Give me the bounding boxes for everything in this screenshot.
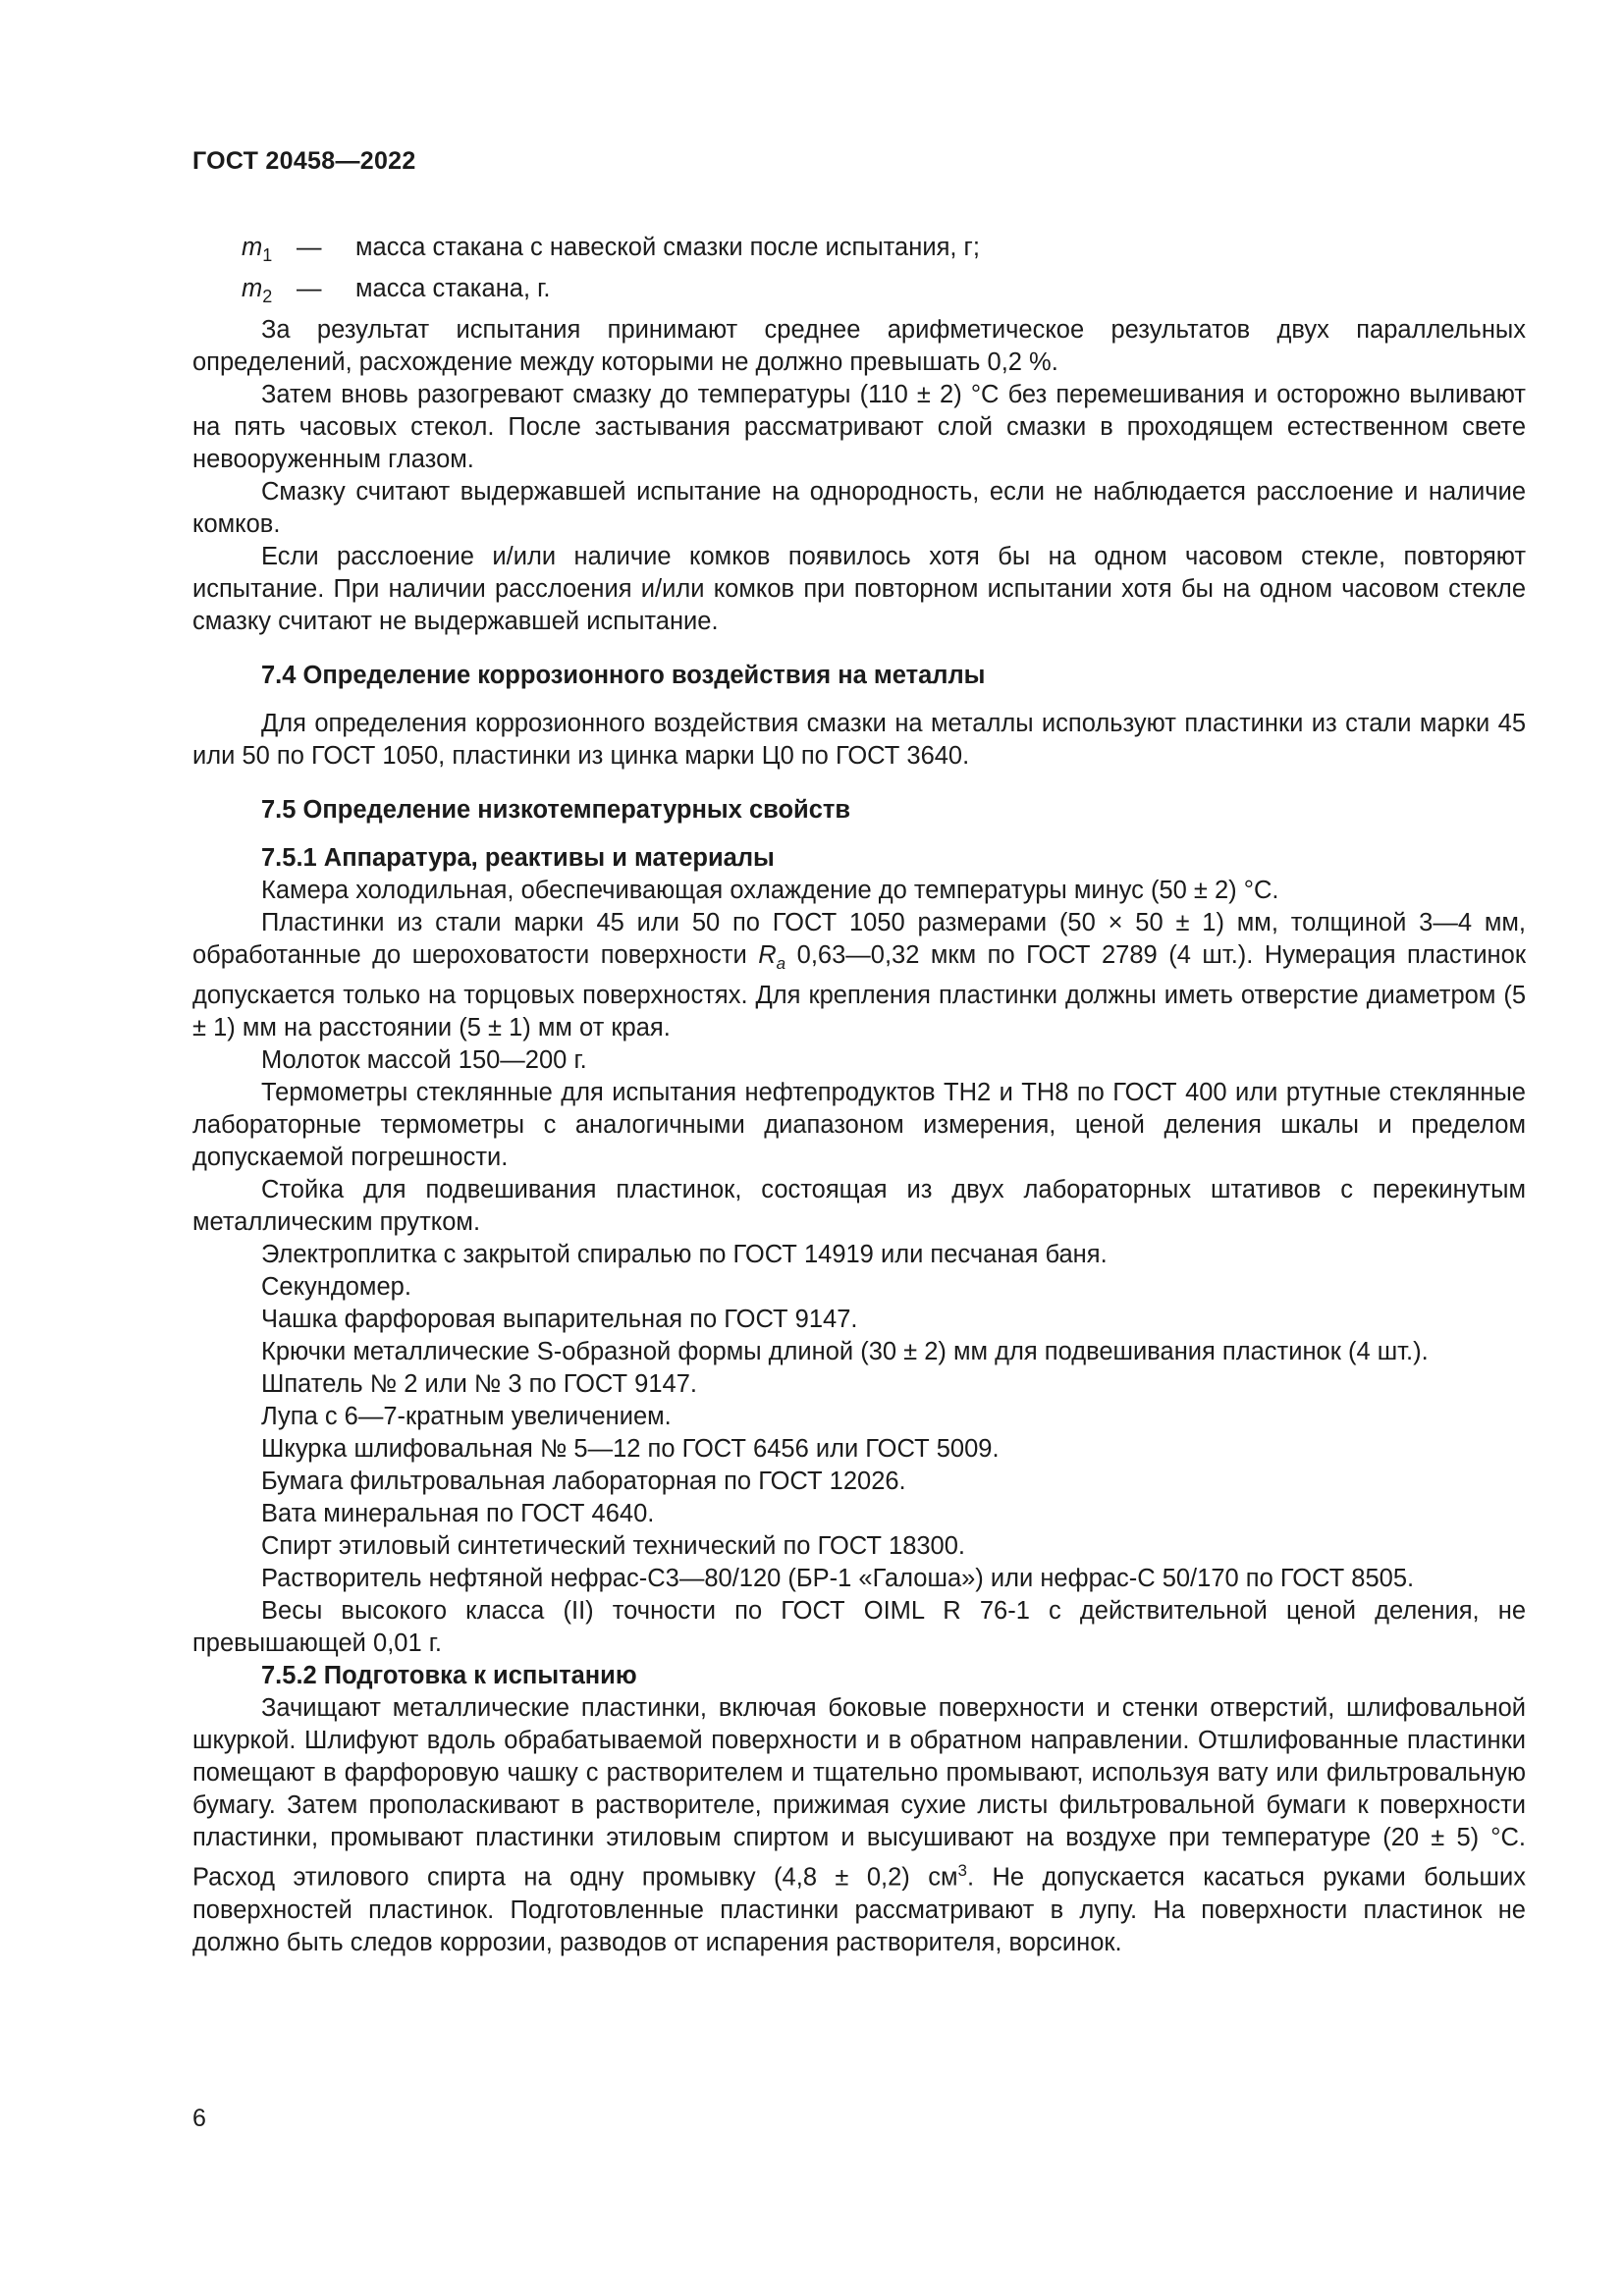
list-item: Растворитель нефтяной нефрас-С3—80/120 (БР-1 «Галоша») или нефрас-С 50/170 по ГОСТ 8505.	[261, 1565, 1415, 1593]
document-header: ГОСТ 20458—2022	[192, 147, 416, 175]
legend-text: масса стакана с навеской смазки после испытания, г;	[355, 234, 980, 261]
paragraph: Пластинки из стали марки 45 или 50 по ГОСТ 1050 размерами (50 × 50 ± 1) мм, толщиной 3—4 мм, обработанные до шероховатости поверхности $R_a$ 0,63—0,32 мкм по ГОСТ 2789 (4 шт.). Нумерация пластинок допускается только на торцовых поверхностях. Для крепления пластинки должны иметь отверстие диаметром (5 ± 1) мм на расстоянии (5 ± 1) мм от края.	[192, 909, 1526, 1042]
paragraph: Камера холодильная, обеспечивающая охлаждение до температуры минус (50 ± 2) °С.	[261, 877, 1279, 904]
paragraph: За результат испытания принимают среднее арифметическое результатов двух параллельных определений, расхождение между которыми не должно превышать 0,2 %.	[192, 316, 1526, 376]
list-item: Молоток массой 150—200 г.	[261, 1046, 587, 1075]
list-item: Электроплитка с закрытой спиралью по ГОСТ 14919 или песчаная баня.	[261, 1241, 1108, 1269]
list-item: Шкурка шлифовальная № 5—12 по ГОСТ 6456 или ГОСТ 5009.	[261, 1435, 1000, 1464]
legend-row: $m_2$ — масса стакана, г.	[192, 273, 1526, 314]
paragraph: Зачищают металлические пластинки, включая боковые поверхности и стенки отверстий, шлифовальной шкуркой. Шлифуют вдоль обрабатываемой поверхности и в обратном направлении. Отшлифованные пластинки помещают в фарфоровую чашку с растворителем и тщательно промывают, используя вату или фильтровальную бумагу. Затем прополаскивают в растворителе, прижимая сухие листы фильтровальной бумаги к поверхности пластинки, промывают пластинки этиловым спиртом и высушивают на воздухе при температуре (20 ± 5) °С. Расход этилового спирта на одну промывку (4,8 ± 0,2) $см^3$. Не допускается касаться руками больших поверхностей пластинок. Подготовленные пластинки рассматривают в лупу. На поверхности пластинок не должно быть следов коррозии, разводов от испарения растворителя, ворсинок.	[192, 1694, 1526, 1956]
list-item: Термометры стеклянные для испытания нефтепродуктов ТН2 и ТН8 по ГОСТ 400 или ртутные стеклянные лабораторные термометры с аналогичными диапазоном измерения, ценой деления шкалы и пределом допускаемой погрешности.	[192, 1079, 1526, 1172]
section-heading-7-4: 7.4 Определение коррозионного воздействия на металлы	[261, 662, 986, 689]
subsection-heading-7-5-1: 7.5.1 Аппаратура, реактивы и материалы	[261, 844, 775, 872]
list-item: Бумага фильтровальная лабораторная по ГОСТ 12026.	[261, 1468, 906, 1496]
list-item: Спирт этиловый синтетический технический по ГОСТ 18300.	[261, 1532, 966, 1561]
legend-text: масса стакана, г.	[355, 275, 551, 302]
list-item: Секундомер.	[261, 1273, 411, 1302]
paragraph: Для определения коррозионного воздействия смазки на металлы используют пластинки из стали марки 45 или 50 по ГОСТ 1050, пластинки из цинка марки Ц0 по ГОСТ 3640.	[192, 710, 1526, 770]
legend-symbol: $m_2$	[242, 275, 273, 307]
page-number: 6	[192, 2105, 206, 2132]
document-body	[192, 232, 1526, 1959]
list-item: Вата минеральная по ГОСТ 4640.	[261, 1500, 655, 1528]
paragraph: Смазку считают выдержавшей испытание на однородность, если не наблюдается расслоение и наличие комков.	[192, 478, 1526, 538]
paragraph: Затем вновь разогревают смазку до температуры (110 ± 2) °С без перемешивания и осторожно выливают на пять часовых стекол. После застывания рассматривают слой смазки в проходящем естественном свете невооруженным глазом.	[192, 381, 1526, 473]
list-item: Чашка фарфоровая выпарительная по ГОСТ 9147.	[261, 1306, 858, 1334]
list-item: Весы высокого класса (II) точности по ГОСТ OIML R 76-1 с действительной ценой деления, не превышающей 0,01 г.	[192, 1597, 1526, 1658]
paragraph: Если расслоение и/или наличие комков появилось хотя бы на одном часовом стекле, повторяют испытание. При наличии расслоения и/или комков при повторном испытании хотя бы на одном часовом стекле смазку считают не выдержавшей испытание.	[192, 543, 1526, 635]
list-item: Стойка для подвешивания пластинок, состоящая из двух лабораторных штативов с перекинутым металлическим прутком.	[192, 1176, 1526, 1237]
section-heading-7-5: 7.5 Определение низкотемпературных свойств	[261, 796, 851, 824]
list-item: Шпатель № 2 или № 3 по ГОСТ 9147.	[261, 1370, 697, 1399]
list-item: Лупа с 6—7-кратным увеличением.	[261, 1403, 672, 1431]
legend-row: $m_1$ — масса стакана с навеской смазки после испытания, г;	[192, 232, 1526, 273]
subsection-heading-7-5-2: 7.5.2 Подготовка к испытанию	[261, 1662, 637, 1690]
legend-symbol: $m_1$	[242, 234, 273, 266]
list-item: Крючки металлические S-образной формы длиной (30 ± 2) мм для подвешивания пластинок (4 шт.).	[261, 1338, 1429, 1366]
